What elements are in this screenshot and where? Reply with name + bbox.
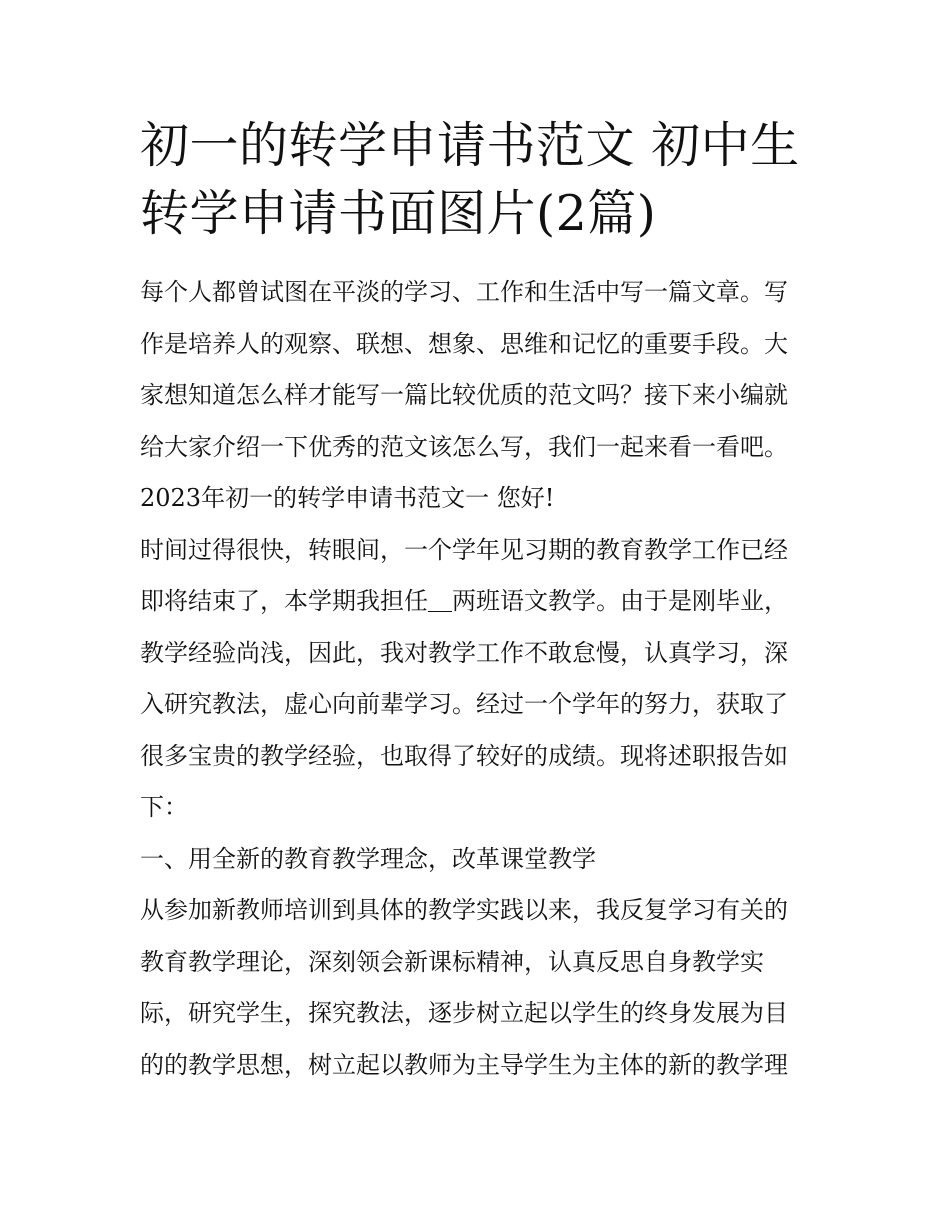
body-line: 下： xyxy=(140,793,188,821)
body-line: 的的教学思想，树立起以教师为主导学生为主体的新的教学理 xyxy=(140,1050,788,1079)
body-line: 作是培养人的观察、联想、想象、思维和记忆的重要手段。大 xyxy=(140,329,788,358)
document-body xyxy=(140,267,820,1091)
document-title xyxy=(140,112,820,248)
body-line: 入研究教法，虚心向前辈学习。经过一个学年的努力，获取了 xyxy=(140,690,788,718)
body-line: 很多宝贵的教学经验，也取得了较好的成绩。现将述职报告如 xyxy=(140,741,788,770)
body-line: 给大家介绍一下优秀的范文该怎么写，我们一起来看一看吧。 xyxy=(140,432,788,461)
body-line: 家想知道怎么样才能写一篇比较优质的范文吗？接下来小编就 xyxy=(140,381,788,409)
body-line: 即将结束了，本学期我担任＿两班语文教学。由于是刚毕业， xyxy=(140,587,788,615)
title-line-2: 转学申请书面图片(2篇) xyxy=(140,185,657,242)
document-page xyxy=(140,112,820,1091)
title-line-1: 初一的转学申请书范文 初中生 xyxy=(140,117,800,174)
body-line: 2023年初一的转学申请书范文一 您好! xyxy=(140,484,555,512)
body-line: 教育教学理论，深刻领会新课标精神，认真反思自身教学实 xyxy=(140,947,764,976)
body-line: 教学经验尚浅，因此，我对教学工作不敢怠慢，认真学习，深 xyxy=(140,638,788,667)
body-line: 际，研究学生，探究教法，逐步树立起以学生的终身发展为目 xyxy=(140,999,788,1027)
body-line: 每个人都曾试图在平淡的学习、工作和生活中写一篇文章。写 xyxy=(140,278,788,306)
body-line: 从参加新教师培训到具体的教学实践以来，我反复学习有关的 xyxy=(140,896,788,924)
section-heading: 一、用全新的教育教学理念，改革课堂教学 xyxy=(140,844,596,873)
body-line: 时间过得很快，转眼间，一个学年见习期的教育教学工作已经 xyxy=(140,535,788,564)
